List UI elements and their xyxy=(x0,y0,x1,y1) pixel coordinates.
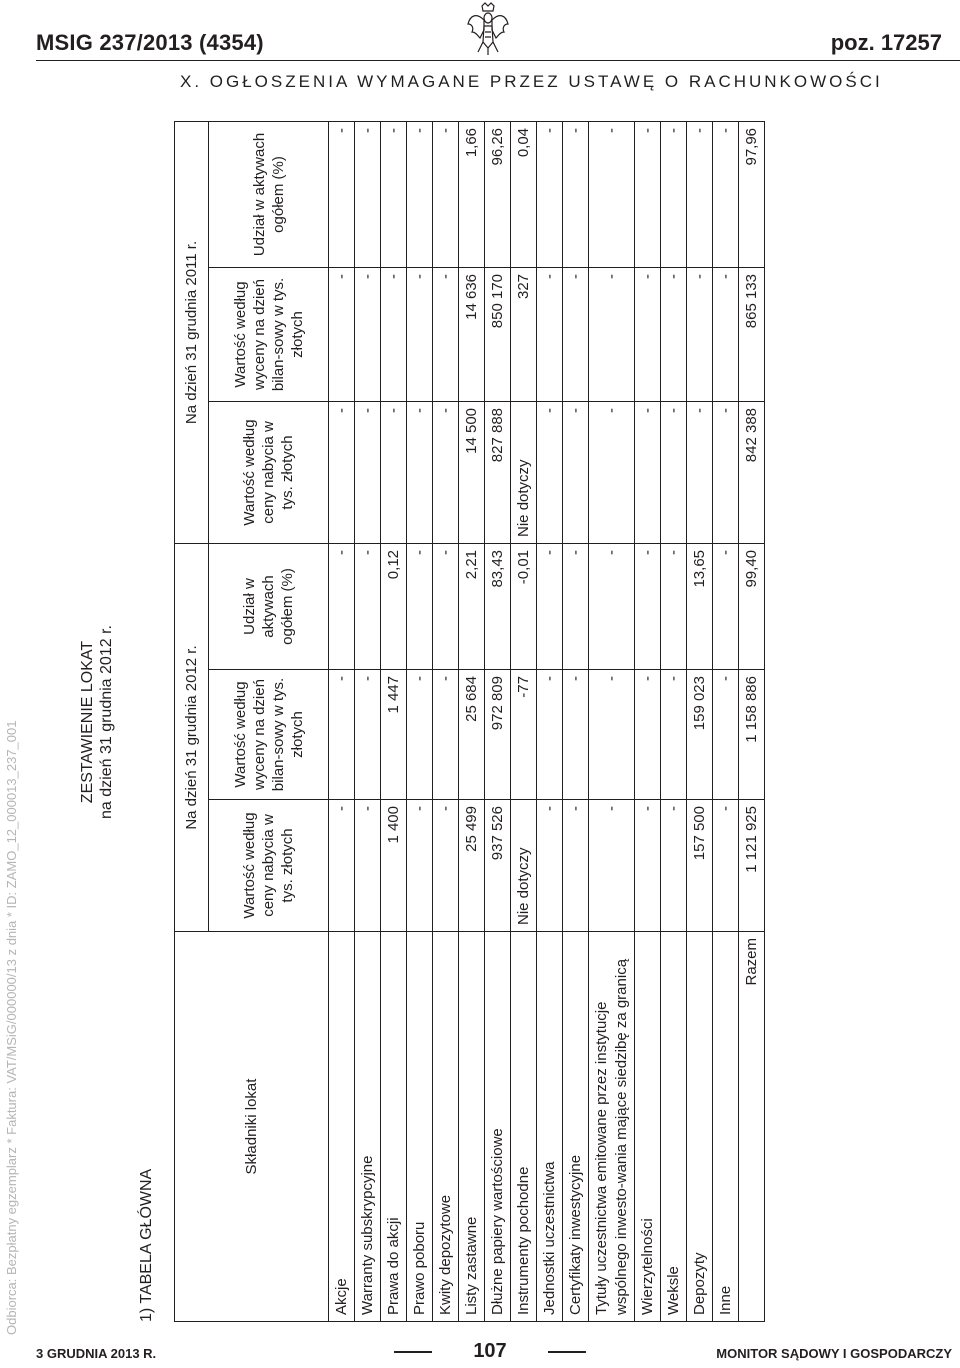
table-row xyxy=(661,121,687,1321)
cell-share-2012: - xyxy=(713,543,739,669)
column-header-share-2011: Udział w aktywach ogółem (%) xyxy=(209,121,329,267)
cell-cost-2011: - xyxy=(661,401,687,543)
cell-value-2011: - xyxy=(355,267,381,401)
cell-cost-2011: - xyxy=(407,401,433,543)
header-divider xyxy=(36,60,960,61)
cell-value-2011: 327 xyxy=(511,267,537,401)
cell-value-2012: - xyxy=(713,670,739,800)
cell-cost-2011: - xyxy=(355,401,381,543)
cell-value-2012: 972 809 xyxy=(485,670,511,800)
total-value-2011: 865 133 xyxy=(739,267,765,401)
cell-share-2012: - xyxy=(589,543,635,669)
cell-share-2012: 0,12 xyxy=(381,543,407,669)
row-name: Kwity depozytowe xyxy=(433,932,459,1322)
row-name: Prawa do akcji xyxy=(381,932,407,1322)
cell-cost-2011: - xyxy=(687,401,713,543)
group-header-2012: Na dzień 31 grudnia 2012 r. xyxy=(175,543,209,931)
position-number: poz. 17257 xyxy=(830,30,942,55)
cell-value-2011: 850 170 xyxy=(485,267,511,401)
cell-cost-2012: 937 526 xyxy=(485,800,511,932)
cell-cost-2011: Nie dotyczy xyxy=(511,401,537,543)
cell-value-2012: 159 023 xyxy=(687,670,713,800)
total-label: Razem xyxy=(739,932,765,1322)
table-row xyxy=(407,121,433,1321)
table-row xyxy=(589,121,635,1321)
table-row xyxy=(635,121,661,1321)
column-header-value-2012: Wartość według wyceny na dzień bilan-sowy w tys. złotych xyxy=(209,670,329,800)
cell-value-2012: - xyxy=(329,670,355,800)
watermark-text: Odbiorca: Bezpłatny egzemplarz * Faktura: VAT/MSiG/000000/13 z dnia * ID: ZAMO_12_000013_237_001 xyxy=(4,720,19,1335)
cell-cost-2012: - xyxy=(537,800,563,932)
cell-value-2012: - xyxy=(407,670,433,800)
cell-cost-2011: - xyxy=(433,401,459,543)
cell-cost-2012: 1 400 xyxy=(381,800,407,932)
table-row xyxy=(381,121,407,1321)
cell-value-2012: - xyxy=(661,670,687,800)
row-name: Inne xyxy=(713,932,739,1322)
cell-share-2011: - xyxy=(329,121,355,267)
cell-share-2012: - xyxy=(635,543,661,669)
cell-cost-2012: - xyxy=(407,800,433,932)
cell-value-2011: - xyxy=(407,267,433,401)
cell-cost-2011: - xyxy=(713,401,739,543)
cell-value-2012: - xyxy=(589,670,635,800)
table-row xyxy=(433,121,459,1321)
cell-value-2012: 25 684 xyxy=(459,670,485,800)
cell-value-2011: - xyxy=(713,267,739,401)
table-row xyxy=(563,121,589,1321)
total-share-2012: 99,40 xyxy=(739,543,765,669)
table-row xyxy=(485,121,511,1321)
cell-share-2011: - xyxy=(537,121,563,267)
row-name: Prawo poboru xyxy=(407,932,433,1322)
section-title: X. OGŁOSZENIA WYMAGANE PRZEZ USTAWĘ O RACHUNKOWOŚCI xyxy=(180,72,883,91)
cell-share-2011: 96,26 xyxy=(485,121,511,267)
row-name: Depozyty xyxy=(687,932,713,1322)
cell-cost-2012: - xyxy=(635,800,661,932)
cell-cost-2011: 827 888 xyxy=(485,401,511,543)
column-header-cost-2011: Wartość według ceny nabycia w tys. złotych xyxy=(209,401,329,543)
cell-share-2012: 83,43 xyxy=(485,543,511,669)
cell-share-2012: -0,01 xyxy=(511,543,537,669)
footer-date: 3 GRUDNIA 2013 R. xyxy=(36,1346,157,1361)
cell-value-2011: - xyxy=(537,267,563,401)
cell-cost-2012: - xyxy=(563,800,589,932)
row-name: Wierzytelności xyxy=(635,932,661,1322)
column-header-share-2012: Udział w aktywach ogółem (%) xyxy=(209,543,329,669)
document-title-line-2: na dzień 31 grudnia 2012 r. xyxy=(98,625,115,819)
cell-value-2011: 14 636 xyxy=(459,267,485,401)
cell-share-2012: - xyxy=(563,543,589,669)
cell-share-2011: - xyxy=(713,121,739,267)
row-name: Tytuły uczestnictwa emitowane przez instytucje wspólnego inwesto-wania mające siedzibę za granicą xyxy=(589,932,635,1322)
table-row xyxy=(537,121,563,1321)
cell-value-2012: - xyxy=(433,670,459,800)
table-label: 1) TABELA GŁÓWNA xyxy=(138,1168,155,1322)
table-total-row xyxy=(739,121,765,1321)
table-row xyxy=(329,121,355,1321)
page-number: 107 xyxy=(430,1340,550,1363)
cell-cost-2011: - xyxy=(537,401,563,543)
cell-share-2011: - xyxy=(589,121,635,267)
cell-cost-2012: - xyxy=(355,800,381,932)
cell-share-2012: - xyxy=(537,543,563,669)
rotated-content xyxy=(78,122,760,1322)
cell-value-2011: - xyxy=(589,267,635,401)
cell-share-2012: 13,65 xyxy=(687,543,713,669)
cell-cost-2011: 14 500 xyxy=(459,401,485,543)
row-name: Instrumenty pochodne xyxy=(511,932,537,1322)
cell-share-2011: - xyxy=(687,121,713,267)
cell-cost-2012: - xyxy=(433,800,459,932)
column-header-cost-2012: Wartość według ceny nabycia w tys. złotych xyxy=(209,800,329,932)
row-name: Akcje xyxy=(329,932,355,1322)
cell-share-2011: - xyxy=(661,121,687,267)
total-cost-2011: 842 388 xyxy=(739,401,765,543)
cell-cost-2011: - xyxy=(589,401,635,543)
cell-cost-2011: - xyxy=(381,401,407,543)
table-row xyxy=(687,121,713,1321)
cell-cost-2011: - xyxy=(563,401,589,543)
cell-cost-2011: - xyxy=(635,401,661,543)
cell-value-2012: -77 xyxy=(511,670,537,800)
cell-cost-2012: 157 500 xyxy=(687,800,713,932)
cell-share-2011: - xyxy=(635,121,661,267)
total-cost-2012: 1 121 925 xyxy=(739,800,765,932)
cell-share-2012: - xyxy=(329,543,355,669)
cell-value-2011: - xyxy=(433,267,459,401)
cell-cost-2011: - xyxy=(329,401,355,543)
table-row xyxy=(355,121,381,1321)
row-name: Dłużne papiery wartościowe xyxy=(485,932,511,1322)
investment-table xyxy=(174,121,765,1322)
cell-value-2011: - xyxy=(381,267,407,401)
cell-value-2012: 1 447 xyxy=(381,670,407,800)
cell-cost-2012: - xyxy=(661,800,687,932)
cell-cost-2012: 25 499 xyxy=(459,800,485,932)
cell-value-2011: - xyxy=(329,267,355,401)
cell-value-2012: - xyxy=(563,670,589,800)
publisher-name: MONITOR SĄDOWY I GOSPODARCZY xyxy=(716,1346,952,1361)
cell-share-2012: - xyxy=(661,543,687,669)
cell-share-2011: - xyxy=(433,121,459,267)
cell-share-2011: - xyxy=(355,121,381,267)
row-name: Listy zastawne xyxy=(459,932,485,1322)
cell-value-2012: - xyxy=(537,670,563,800)
table-row xyxy=(511,121,537,1321)
cell-value-2012: - xyxy=(635,670,661,800)
row-name: Warranty subskrypcyjne xyxy=(355,932,381,1322)
table-row xyxy=(713,121,739,1321)
group-header-2011: Na dzień 31 grudnia 2011 r. xyxy=(175,121,209,543)
cell-value-2012: - xyxy=(355,670,381,800)
document-title-line-1: ZESTAWIENIE LOKAT xyxy=(79,640,96,804)
cell-value-2011: - xyxy=(563,267,589,401)
cell-share-2011: - xyxy=(381,121,407,267)
cell-share-2011: - xyxy=(407,121,433,267)
polish-eagle-emblem-icon xyxy=(466,2,510,56)
cell-value-2011: - xyxy=(661,267,687,401)
cell-value-2011: - xyxy=(687,267,713,401)
total-share-2011: 97,96 xyxy=(739,121,765,267)
cell-cost-2012: - xyxy=(589,800,635,932)
row-name: Weksle xyxy=(661,932,687,1322)
cell-cost-2012: - xyxy=(329,800,355,932)
row-name: Jednostki uczestnictwa xyxy=(537,932,563,1322)
cell-cost-2012: Nie dotyczy xyxy=(511,800,537,932)
total-value-2012: 1 158 886 xyxy=(739,670,765,800)
row-name: Certyfikaty inwestycyjne xyxy=(563,932,589,1322)
column-header-value-2011: Wartość według wyceny na dzień bilan-sowy w tys. złotych xyxy=(209,267,329,401)
cell-share-2012: - xyxy=(407,543,433,669)
cell-share-2012: 2,21 xyxy=(459,543,485,669)
document-title xyxy=(78,122,116,1322)
column-header-components: Składniki lokat xyxy=(175,932,329,1322)
table-row xyxy=(459,121,485,1321)
cell-share-2011: - xyxy=(563,121,589,267)
cell-cost-2012: - xyxy=(713,800,739,932)
cell-share-2011: 0,04 xyxy=(511,121,537,267)
cell-value-2011: - xyxy=(635,267,661,401)
cell-share-2012: - xyxy=(355,543,381,669)
cell-share-2012: - xyxy=(433,543,459,669)
journal-issue-title: MSIG 237/2013 (4354) xyxy=(36,30,264,55)
cell-share-2011: 1,66 xyxy=(459,121,485,267)
